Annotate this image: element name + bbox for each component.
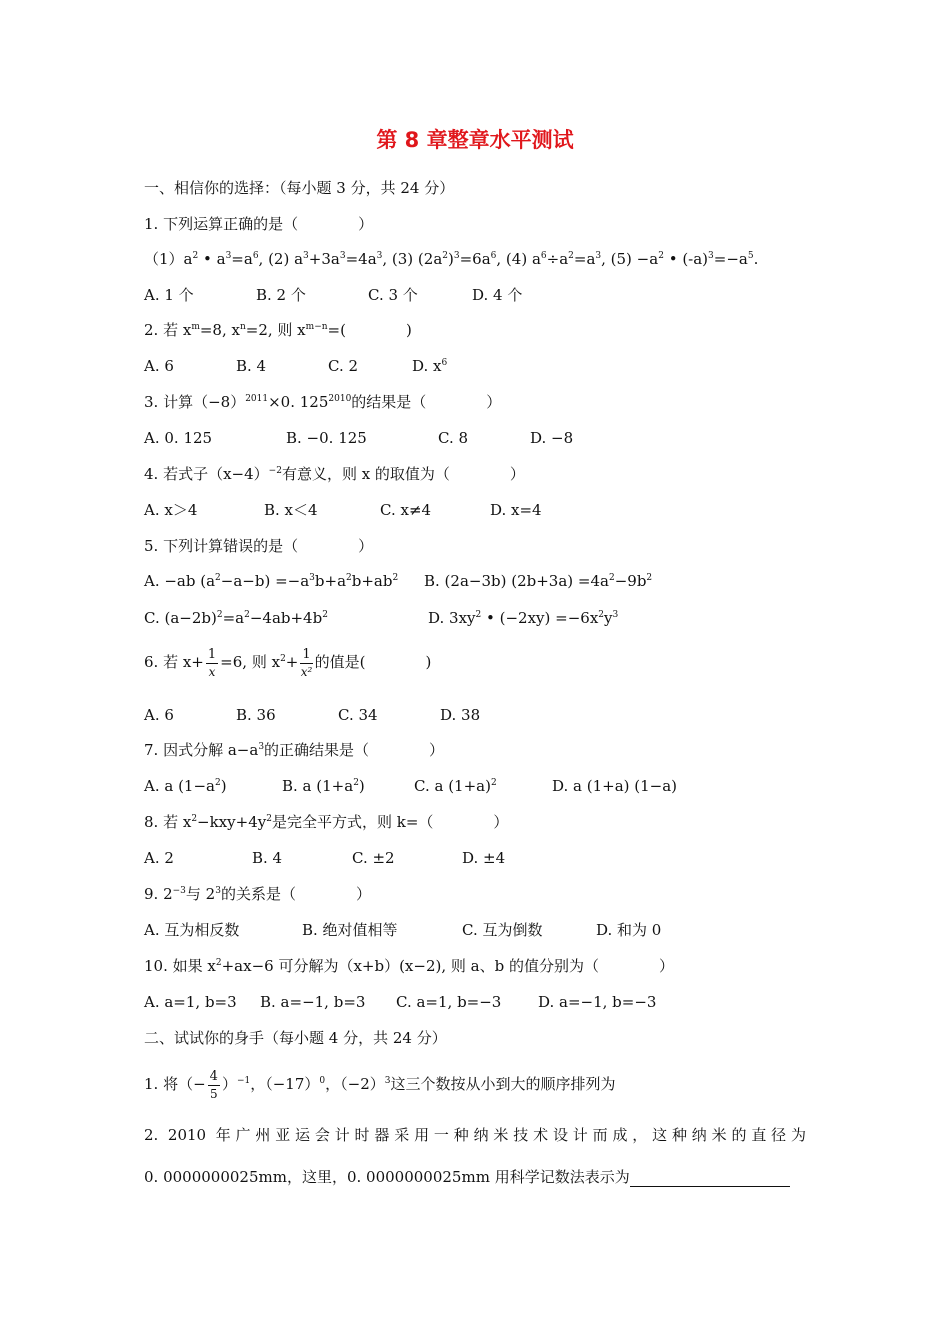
q6-fraction-2: $\frac{1}{\text{x²}}$ — [300, 646, 313, 679]
fill-q1-fraction: $\frac{4}{5}$ — [209, 1068, 218, 1101]
q2-stem: 2. 若 $x^m=8$, $x^n=2$, 则 $x^{m-n}=$( ) — [144, 321, 412, 339]
q3-option-a: A. 0. 125 — [144, 429, 213, 447]
q2-option-d: D. $x^6$ — [412, 357, 448, 375]
q3-stem: 3. 计算$(-8)^{2011}\times 0$. $125^{2010}$的结果是（ ） — [144, 393, 502, 411]
q7-option-b: B. a $(1+a^2)$ — [282, 777, 365, 795]
q2-option-a: A. 6 — [144, 357, 174, 375]
q6-fraction-1: $\frac{1}{x}$ — [207, 646, 217, 679]
q10-option-a: A. a=1, b=3 — [144, 993, 237, 1011]
q3-option-c: C. 8 — [438, 429, 469, 447]
q7-stem: 7. 因式分解 $a-a^3$的正确结果是（ ） — [144, 741, 445, 759]
q5-option-d: D. $3xy^2$ • $(-2xy) =-6x^2y^3$ — [428, 609, 619, 627]
page-title: 第 8 章整章水平测试 — [376, 128, 574, 152]
q5-option-a: A. −ab $(a^2-a-b) =-a^3b+a^2b+ab^2$ — [144, 572, 399, 590]
q10-option-b: B. a=−1, b=3 — [260, 993, 366, 1011]
q10-option-c: C. a=1, b=−3 — [396, 993, 502, 1011]
q8-stem: 8. 若 $x^2-kxy+4y^2$是完全平方式，则 k=（ ） — [144, 813, 509, 831]
q10-stem: 10. 如果 $x^2+ax-6$ 可分解为（x+b）(x−2), 则 a、b 的值分别为（ ） — [144, 957, 674, 975]
q6-option-c: C. 34 — [338, 706, 378, 724]
fill-q2-line2: 0. 0000000025mm，这里，0. 0000000025mm 用科学记数法表示为 — [144, 1167, 790, 1187]
q9-stem: 9. $2^{-3}$与 $2^3$的关系是（ ） — [144, 885, 371, 903]
q4-option-c: C. x≠4 — [380, 501, 432, 519]
q8-option-b: B. 4 — [252, 849, 283, 867]
q3-option-b: B. −0. 125 — [286, 429, 367, 447]
q2-option-b: B. 4 — [236, 357, 267, 375]
q3-option-d: D. −8 — [530, 429, 574, 447]
q9-option-d: D. 和为 0 — [596, 921, 662, 939]
q6-stem: 6. 若 x+ $\frac{1}{x}$ =6, 则 $x^2+$ $\frac{1}{\text{x²}}$ 的值是( ) — [144, 646, 432, 679]
q5-option-b: B. (2a−3b) $(2b+3a) =4a^2-9b^2$ — [424, 572, 653, 590]
q6-option-b: B. 36 — [236, 706, 276, 724]
q9-option-c: C. 互为倒数 — [462, 921, 543, 939]
q6-option-d: D. 38 — [440, 706, 481, 724]
q4-option-a: A. x＞4 — [144, 501, 198, 519]
q4-option-b: B. x＜4 — [264, 501, 318, 519]
section-2-heading: 二、试试你的身手（每小题 4 分，共 24 分） — [144, 1029, 447, 1047]
q1-stem: 1. 下列运算正确的是（ ） — [144, 215, 374, 233]
q7-option-d: D. a (1+a) (1−a) — [552, 777, 678, 795]
q5-stem: 5. 下列计算错误的是（ ） — [144, 537, 374, 555]
q2-option-c: C. 2 — [328, 357, 359, 375]
q8-option-d: D. ±4 — [462, 849, 506, 867]
q7-option-c: C. a $(1+a)^2$ — [414, 777, 497, 795]
q10-option-d: D. a=−1, b=−3 — [538, 993, 657, 1011]
section-1-heading: 一、相信你的选择：（每小题 3 分，共 24 分） — [144, 179, 455, 197]
q1-option-b: B. 2 个 — [256, 286, 306, 304]
q1-option-d: D. 4 个 — [472, 286, 523, 304]
q1-option-a: A. 1 个 — [144, 286, 194, 304]
q4-stem: 4. 若式子$(x-4)^{-2}$有意义，则 x 的取值为（ ） — [144, 465, 525, 483]
q8-option-a: A. 2 — [144, 849, 174, 867]
q9-option-a: A. 互为相反数 — [144, 921, 240, 939]
q8-option-c: C. ±2 — [352, 849, 395, 867]
fill-q2-answer-blank[interactable] — [630, 1170, 790, 1187]
q4-option-d: D. x=4 — [490, 501, 542, 519]
q6-option-a: A. 6 — [144, 706, 174, 724]
q1-statements: $(1)a^2$ • $a^3=a^6$, (2) $a^3+3a^3=4a^3$, (3) $(2a^2)^3=6a^6$, (4) $a^6\div a^2=a^3$, $(5) -a^2$ • $(-a)^3=-a^5$. — [144, 250, 759, 268]
q5-option-c: C. $(a-2b)^2=a^2-4ab+4b^2$ — [144, 609, 328, 627]
q9-option-b: B. 绝对值相等 — [302, 921, 398, 939]
q7-option-a: A. a $(1-a^2)$ — [144, 777, 227, 795]
q1-option-c: C. 3 个 — [368, 286, 418, 304]
fill-q2-line1: 2. 2010 年广州亚运会计时器采用一种纳米技术设计而成，这种纳米的直径为 — [144, 1126, 806, 1144]
fill-q1: 1. 将（− $\frac{4}{5}$ ）$^{-1}$，$(-17)^0$，$(-2)^3$这三个数按从小到大的顺序排列为 — [144, 1068, 616, 1101]
